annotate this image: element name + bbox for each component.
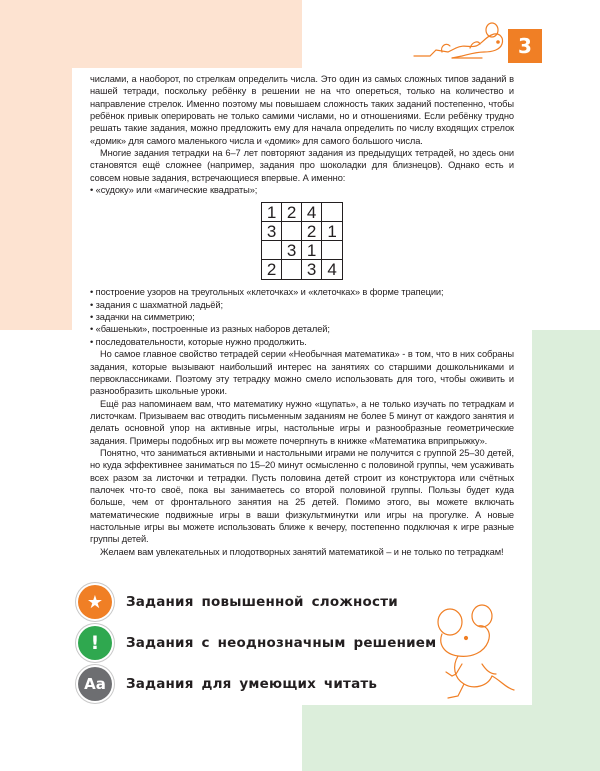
body-text (90, 73, 514, 558)
list-item: • построение узоров на треугольных «клеточках» и «клеточках» в форме трапеции; (90, 287, 444, 298)
sudoku-cell: 2 (262, 260, 282, 279)
legend-label: Задания повышенной сложности (126, 594, 398, 610)
page-number: 3 (508, 29, 542, 63)
legend-item (78, 664, 438, 704)
paragraph: Ещё раз напоминаем вам, что математику нужно «щупать», а не только изучать по тетрадкам и листочкам. Призываем вас отводить письменным заданиям не более 5 минут от каждого занятия и делать основной упор на активные игры, настольные игры и разнообразные геометрические задания. Примеры подобных игр вы можете почерпнуть в книжке «Математика вприпрыжку». (90, 398, 514, 446)
list-item: • «башеньки», построенные из разных наборов деталей; (90, 324, 330, 335)
sudoku-cell: 3 (302, 260, 322, 279)
paragraph: Многие задания тетрадки на 6–7 лет повторяют задания из предыдущих тетрадей, но здесь они становятся ещё сложнее (например, задания про шоколадки для близнецов). Однако есть и совсем новые задания, встречающиеся впервые. А именно: (90, 148, 514, 183)
sudoku-cell: 3 (282, 241, 302, 260)
list-item: • задачки на симметрию; (90, 312, 195, 323)
sudoku-grid (261, 202, 343, 280)
list-item: • задания с шахматной ладьёй; (90, 299, 223, 310)
sudoku-cell: 3 (262, 222, 282, 241)
sudoku-cell (282, 222, 302, 241)
sudoku-cell: 1 (262, 203, 282, 222)
sudoku-cell: 4 (302, 203, 322, 222)
sudoku-cell: 4 (327, 260, 337, 280)
sudoku-cell: 2 (282, 203, 302, 222)
legend-label: Задания с неоднозначным решением (126, 635, 437, 651)
star-icon: ★ (78, 585, 112, 619)
sudoku-example (90, 196, 514, 286)
sudoku-cell (322, 203, 342, 222)
list-item: • «судоку» или «магические квадраты»; (90, 185, 258, 196)
sudoku-cell (282, 260, 302, 279)
sudoku-cell: 2 (302, 222, 322, 241)
legend-item (78, 623, 438, 663)
sudoku-cell: 1 (302, 241, 322, 260)
legend-label: Задания для умеющих читать (126, 676, 378, 692)
list-item: • последовательности, которые нужно продолжить. (90, 336, 307, 347)
paragraph: Но самое главное свойство тетрадей серии «Необычная математика» - в том, что в них собраны задания, которые вызывают наибольший интерес на занятиях со старшими дошкольниками и первоклассниками. Поэтому эту тетрадку можно смело использовать для того, чтобы оживить и разнообразить школьные уроки. (90, 349, 514, 397)
sudoku-cell (322, 241, 342, 260)
mouse-with-pencil-illustration (422, 604, 528, 702)
letters-icon: Aa (78, 667, 112, 701)
exclamation-icon: ! (78, 626, 112, 660)
paragraph: Желаем вам увлекательных и плодотворных занятий математикой – и не только по тетрадкам! (100, 546, 504, 557)
paragraph: Понятно, что заниматься активными и настольными играми не получится с группой 25–30 детей, но куда эффективнее заниматься по 15–20 минут осмысленно с половиной группы, чем усаживать всех разом за листочки и тетрадки. Пусть половина детей строит из конструктора или счётных палочек что-то своё, пока вы занимаетесь со второй половиной группы. Пользы будет куда больше, чем от фронтального занятия на 25 детей. Помимо этого, вы можете включать математические подвижные игры в ваши физкультминутки или игры на прогулке. А новые настольные игры вы можете использовать ближе к вечеру, постепенно подключая к игре разные группы детей. (90, 447, 514, 545)
paragraph: числами, а наоборот, по стрелкам определить числа. Это один из самых сложных типов заданий в нашей тетради, поскольку ребёнку в решении не на что опереться, только на количество и направление стрелок. Именно поэтому мы повышаем сложность таких заданий постепенно, чтобы ребёнок привык оперировать не только самими числами, но и отношениями. Если ребёнку трудно решать такие задания, можно предложить ему для начала определить по числу входящих стрелок «домик» для самого маленького числа и «домик» для самого большого числа. (90, 74, 514, 146)
legend (78, 582, 438, 704)
sudoku-cell: 1 (322, 222, 342, 241)
legend-item (78, 582, 438, 622)
sudoku-cell (262, 241, 282, 260)
sleeping-mouse-illustration (412, 18, 508, 64)
